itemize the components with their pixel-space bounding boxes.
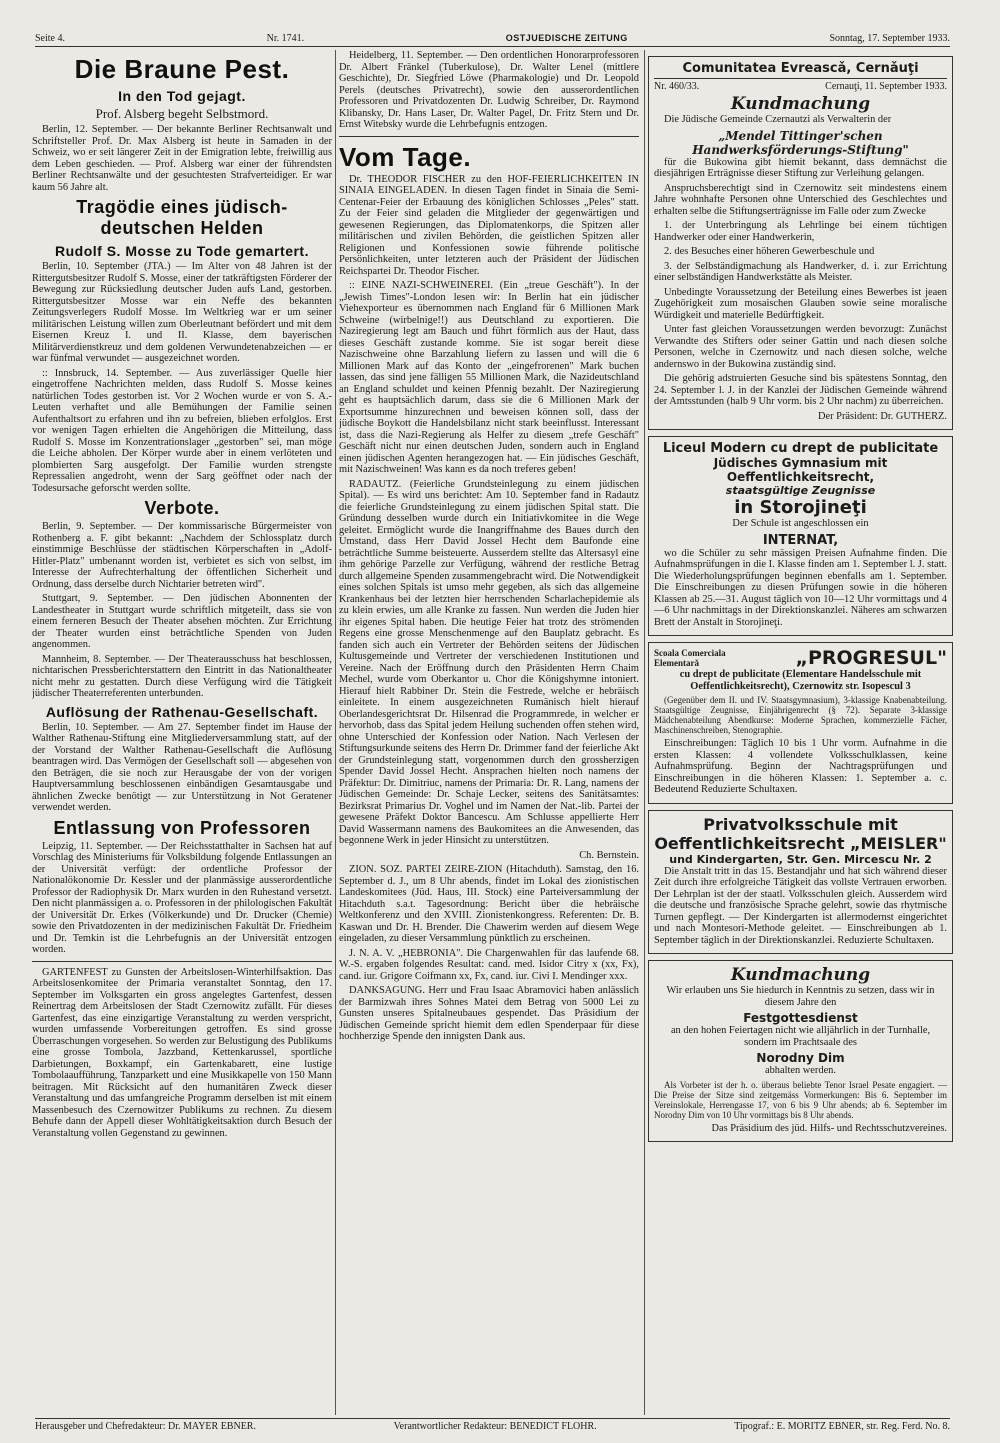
ad-paragraph: an den hohen Feiertagen nicht wie alljährlich in der Turnhalle, sondern im Prachtsaale des bbox=[670, 1025, 931, 1048]
ad-title: INTERNAT, bbox=[762, 532, 839, 548]
article-paragraph: RADAUTZ. (Feierliche Grundsteinlegung zu einem jüdischen Spital). — Es wird uns berichtet: Am 10. September fand in Radautz die feierliche Grundsteinlegung zu einem jüdischen Spital statt. Die Gründung desselben wurde durch ein Initiativkomitee in die Wege geleitet. Ermöglicht wurde die Inangriffnahme des Baues durch den Umstand, dass Herr David Jossel Hecht dem Baufonde eine beträchtliche Summe beisteuerte. Ausserdem stellte das Altersasyl eine ihm gehörige Parzelle zur Verfügung, während der restliche Betrag durch allgemeine Spenden zusammengebracht wird. Die Notwendigkeit eines solchen Spitals ist umso mehr gegeben, als sich das allgemeine Krankenhaus bei der letzten hier herrschenden Scharlachepidemie als zu klein erwies, um alle Kranke zu fassen. Nun werden die Juden hier ihr eigenes Spital haben. Die heutige Feier hat trotz des strömenden Regens eine grosse Menschenmenge auf den Bauplatz gebracht. Es fanden sich auch ein Vertreter der Behörden seitens der Jüdischen Kultusgemeinde und Vertreter der verschiedenen Institutionen und Vereine. Nach der Eröffnung durch den Präsidenten Herrn Chaim Mechel, wurde vom Oberkantor u. Chor die Königshymne intoniert. Hierauf hielt Rabbiner Dr. Stein die Festrede, welche er hebräisch einleitete. In einem ausgezeichneten Rumänisch hielt hierauf Oberlandesgerichtsrat Dr. Hilsenrad die Programmrede, in welcher er hervorhob, dass das Spital jedem Heilung suchenden offen stehen wird, ohne Unterschied der Konfession oder Nation. Nach Verlesen der Stiftungsurkunde seitens des Herrn Dr. Drimmer fand der feierliche Akt der Grundsteinlegung statt, vorgenommen durch den grossherzigen Spender David Jossel Hecht. Ansprachen hielten noch namens der Präfektur: Dr. Dimitriuc, namens der Primaria: Dr. R. Lang, namens der Jüdischen Gemeinde: Dr. Schaje Lecker, seitens des Sanitätsamtes: Bezirksrat Primarius Dr. Voghel und im Namen der Nat.-lib. Partei der gewesene Präfekt Doktor Bancescu. Am Schlusse appellierte Herr David Wassermann namens des Baukomitees an die Anwesenden, das begonnene Werk in jeder Hinsicht zu unterstützen. bbox=[339, 478, 639, 846]
ad-paragraph: Unbedingte Voraussetzung der Beteilung eines Bewerbes ist jeaen Zugehörigkeit zum mosaischen Glauben sowie seine moralische Würdigkeit und materielle Bedürftigkeit. bbox=[654, 286, 947, 321]
column-right bbox=[648, 50, 953, 1415]
ad-progresul bbox=[648, 642, 953, 804]
ad-ref-line bbox=[654, 81, 947, 92]
ad-title: staatsgültige Zeugnisse bbox=[725, 484, 876, 497]
ad-festgottesdienst bbox=[648, 960, 953, 1142]
ad-paragraph: Der Schule ist angeschlossen ein bbox=[732, 518, 869, 529]
ad-list-item: 3. der Selbständigmachung als Handwerker, d. i. zur Errichtung einer selbständigen Handwerkstätte als Meister. bbox=[654, 260, 947, 283]
ad-paragraph: Einschreibungen: Täglich 10 bis 1 Uhr vorm. Aufnahme in die ersten Klassen: 4 vollendete Volksschulklassen, keine Aufnahmsprüfung. Beginn der Nachtragsprüfungen und Einschreibungen in die höheren Klassen: 1. September a. c. Bedeutend Reduzierte Schultaxen. bbox=[654, 738, 947, 795]
article-paragraph: Berlin, 10. September. — Am 27. September findet im Hause der Walther Rathenau-Stiftung eine Mitgliederversammlung statt, auf der der Vorstand der Walther Rathenau-Gesellschaft die Auflösung beantragen wird. Das Vermögen der Gesellschaft soll — abgesehen von den Beträgen, die sie noch zur Herausgabe der von der vorigen Hauptversammlung beschlossenen einbändigen Gesamtausgabe und ähnlichen Zwecke benötigt — zur Unterstützung in Not Geratener verwendet werden. bbox=[32, 721, 332, 813]
ad-title: Norodny Dim bbox=[756, 1051, 845, 1065]
ad-ref-number: Nr. 460/33. bbox=[654, 81, 700, 92]
subheadline-alsberg: Prof. Alsberg begeht Selbstmord. bbox=[95, 106, 269, 121]
ad-paragraph: für die Bukowina gibt hiemit bekannt, dass demnächst die diesjährigen Erträgnisse dieser Stiftung zur Verleihung gelangen. bbox=[654, 156, 947, 179]
ad-meisler bbox=[648, 810, 953, 955]
ad-title: „PROGRESUL" bbox=[795, 647, 947, 669]
column-middle bbox=[339, 50, 639, 1415]
ad-kundmachung-gemeinde bbox=[648, 56, 953, 430]
page-footer bbox=[35, 1418, 950, 1435]
column-divider bbox=[335, 50, 336, 1415]
divider bbox=[32, 961, 332, 962]
article-signature: Ch. Bernstein. bbox=[579, 849, 639, 861]
ad-paragraph: cu drept de publicitate (Elementare Handelsschule mit Oeffentlichkeitsrecht), Czernowitz str. Isopescul 3 bbox=[679, 669, 922, 692]
ad-list-item: 1. der Unterbringung als Lehrlinge bei einem tüchtigen Handwerker oder einer Handwerkerin, bbox=[654, 220, 947, 243]
article-paragraph: Heidelberg, 11. September. — Den ordentlichen Honorarprofessoren Dr. Albert Fränkel (Tuberkulose), Dr. Walter Lenel (mittlere Geschichte), Dr. Siegfried Löwe (Pharmakologie) und Dr. Leopold Perels (deutsches Privatrecht), sowie den ausserordentlichen Professoren und Privatdozenten Dr. Ludwig Schreiber, Dr. Raymond Klibansky, Dr. Hans Laser, Dr. Walter Pagel, Dr. Fritz Stern und Dr. Ernst Witebsky wurde die Lehrbefugnis entzogen. bbox=[339, 50, 639, 130]
footer-printer: Tipograf.: E. MORITZ EBNER, str. Reg. Ferd. No. 8. bbox=[734, 1421, 950, 1432]
newspaper-name: OSTJUEDISCHE ZEITUNG bbox=[505, 33, 628, 43]
ad-title: Festgottesdienst bbox=[743, 1011, 858, 1025]
ad-heading: Kundmachung bbox=[730, 965, 871, 985]
ad-title: Jüdisches Gymnasium mit Oeffentlichkeitsrecht, bbox=[713, 456, 888, 484]
issue-number: Nr. 1741. bbox=[266, 32, 305, 44]
article-paragraph: ZION. SOZ. PARTEI ZEIRE-ZION (Hitachduth). Samstag, den 16. September d. J., um 8 Uhr abends, findet im Lokal des zionistischen Landeskomitees (Jüd. Haus, III. Stock) eine Parteiversammlung der Hitachduth s.a.t. Tagesordnung: Bericht über die hebräische Weltkonferenz und den XVIII. Zionistenkongress. Referenten: Dr. B. Kaswan und Dr. H. Brender. Die Chawerim werden auf diesem Wege eingeladen, zu dieser Versammlung pünktlich zu erscheinen. bbox=[339, 864, 639, 944]
ad-signature: Das Präsidium des jüd. Hilfs- und Rechtsschutzvereines. bbox=[711, 1122, 947, 1134]
article-paragraph: GARTENFEST zu Gunsten der Arbeitslosen-Winterhilfsaktion. Das Arbeitslosenkomitee der Primaria veranstaltet Sonntag, den 17. September im Volksgarten ein gross angelegtes Gartenfest, dessen Reinertrag dem Arbeitslosen der Stadt Czernowitz zufällt. Für dieses Gartenfest, das eine einzigartige Veranstaltung zu werden verspricht, wurden umfassende Vorbereitungen getroffen. Es sind grosse Überraschungen vorgesehen. So werden zur Belustigung des Publikums eine grosse Tombola, Jazzband, Kettenkarussel, sportliche Darbietungen, Boxkampf, ein Gartenkabarett, eine lustige Tombolaaufführung, Tanzparkett und eine Musikkapelle von 150 Mann beitragen. Mit Rücksicht auf den humanitären Zweck dieser Veranstaltung und das umfangreiche Programm derselben ist mit einem Massenbesuch des Czernowitzer Publikums zu rechnen. Zu diesem Behufe dann der Appell dieser Wohltätigkeitsaktion durch Besuch der Veranstaltung vollen Gegenstand zu gewinnen. bbox=[32, 966, 332, 1139]
ad-paragraph: Wir erlauben uns Sie hiedurch in Kenntnis zu setzen, dass wir in diesem Jahre den bbox=[666, 985, 935, 1008]
column-left bbox=[32, 50, 332, 1415]
issue-date: Sonntag, 17. September 1933. bbox=[829, 32, 950, 44]
ad-signature: Der Präsident: Dr. GUTHERZ. bbox=[818, 410, 947, 422]
ad-heading: Kundmachung bbox=[730, 94, 871, 114]
subheadline-mosse: Rudolf S. Mosse zu Tode gemartert. bbox=[55, 243, 309, 259]
ad-title: in Storojineţi bbox=[734, 497, 867, 518]
ad-title: Privatvolksschule mit Oeffentlichkeitsrecht „MEISLER" bbox=[654, 814, 947, 853]
article-paragraph: Dr. THEODOR FISCHER zu den HOF-FEIERLICHKEITEN IN SINAIA EINGELADEN. In diesen Tagen findet in Sinaia die Semi-Centenar-Feier der Erbauung des königlichen Schlosses „Peles" statt. Zu der Feier sind geladen die Mitglieder der gegenwärtigen und gewesenen Regierungen, das Diplomatenkorps, die Spitzen aller militärischen und zivilen Behörden, die geistlichen Spitzen aller Religionen und Konfessionen sowie führende politische Persönlichkeiten, unter letzteren auch der Präsident der Jüdischen Reichspartei Dr. Theodor Fischer. bbox=[339, 173, 639, 277]
ad-community-title: Comunitatea Evreascǎ, Cernǎuţi bbox=[654, 61, 947, 79]
ad-title: und Kindergarten, Str. Gen. Mircescu Nr. 2 bbox=[669, 852, 932, 866]
article-paragraph: :: EINE NAZI-SCHWEINEREI. (Ein „treue Geschäft"). In der „Jewish Times"-London lesen wir: In Berlin hat ein jüdischer Viehexporteur es übernommen nach England für 6 Millionen Mark Schweine (wirbelnige!!) aus Deutschland zu exportieren. Die Naziregierung legt am Bauch und führt förmlich aus der Haut, dass dieses Geschäft zustande komme. Sie ist sogar bereit diese Nazischweine ohne Barzahlung liefern zu lassen und will die 6 Millionen Mark auf das Konto der „eingefrorenen" Mark buchen lassen, das sind jene fälligen 55 Millionen Mark, die Nazideutschland an England schuldet und keinen Pfennig bezahlt. Der Naziregierung geht es hauptsächlich darum, dass sie die 6 Millionen Mark der Exportsumme hinzurechnen und beweisen können soll, dass der jüdische Boykott die Handelsbilanz nicht stark beeinflusst. Interessant ist, dass die Nazi-Regierung als Helfer zu diesem „trefe Geschäft" Geschäft nicht nur einen deutschen Juden, sondern auch in England einen jüdischen Agenten herangezogen hat. — Ein jüdisches Geschäft, mit Nazischweinen! Was kann es da noch treferes geben! bbox=[339, 280, 639, 475]
ad-title: Liceul Modern cu drept de publicitate bbox=[662, 441, 939, 456]
ad-paragraph: (Gegenüber dem II. und IV. Staatsgymnasium), 3-klassige Knabenabteilung. Staatsgültige Zeugnisse, Einjährigenrecht (§ 72). Separate 3-klassige Mädchenabteilung Abendkurse: Moderne Sprachen, kommerzielle Fächer, Maschinenschreiben, Stenographie. bbox=[654, 695, 947, 735]
subheadline: In den Tod gejagt. bbox=[118, 88, 246, 104]
ad-paragraph: Die Anstalt tritt in das 15. Bestandjahr und hat sich während dieser Zeit durch ihre erfolgreiche Tätigkeit das vollste Vertrauen erworben. Der Lehrplan ist der der staatl. Volksschulen gleich. Ausserdem wird die deutsche und französische Sprache gelehrt, sowie das rhytmische Turnen gepflegt. — Der Kindergarten ist allermodernst eingerichtet und nach Montesori-Methode geleitet. — Einschreibungen ab 1. September täglich in der Direktionskanzlei. Reduzierte Schultaxen. bbox=[654, 865, 947, 946]
headline-vom-tage: Vom Tage. bbox=[339, 141, 472, 172]
headline-entlassung: Entlassung von Professoren bbox=[53, 817, 311, 838]
footer-editor: Verantwortlicher Redakteur: BENEDICT FLOHR. bbox=[393, 1421, 597, 1432]
article-paragraph: :: Innsbruck, 14. September. — Aus zuverlässiger Quelle hier eingetroffene Nachrichten melden, dass Rudolf S. Mosse keines natürlichen Todes gestorben ist. Vor 2 Wochen wurde er von S. A.-Leuten verhaftet und alle Bemühungen der Familie seinen Aufenthaltsort zu erfahren und ihn zu befreien, blieben erfolglos. Erst vor wenigen Tagen erhielten die Angehörigen die Mitteilung, dass Rudolf S. Mosse im Konzentrationslager „gestorben" sei, man möge die Leiche abholen. Der Körper wurde aber in einem verlöteten und plombierten Sarg ausgefolgt. Der Familie wurden strengste Repressalien angedroht, wenn der Sarg geöffnet oder nach der Todesursache geforscht werden sollte. bbox=[32, 367, 332, 494]
footer-publisher: Herausgeber und Chefredakteur: Dr. MAYER EBNER. bbox=[35, 1421, 256, 1432]
ad-gymnasium bbox=[648, 436, 953, 636]
ad-paragraph: Unter fast gleichen Voraussetzungen werden bevorzugt: Zunächst Verwandte des Stifters oder seiner Gattin und nach diesen solche Personen, welche in Czernowitz und nach diesen solche, welche andernswo in der Bukowina zuständig sind. bbox=[654, 324, 947, 370]
headline-verbote: Verbote. bbox=[144, 498, 220, 518]
ad-list-item: 2. des Besuches einer höheren Gewerbeschule und bbox=[664, 246, 875, 257]
ad-paragraph: Anspruchsberechtigt sind in Czernowitz seit mindestens einem Jahre wohnhafte Personen ohne Unterschied des Geschlechtes und erhalten selbe die Stiftungserträgnisse im Falle oder zum Zwecke bbox=[654, 182, 947, 217]
headline-rathenau: Auflösung der Rathenau-Gesellschaft. bbox=[45, 703, 319, 720]
headline-braune-pest: Die Braune Pest. bbox=[74, 54, 290, 84]
article-paragraph: Leipzig, 11. September. — Der Reichsstatthalter in Sachsen hat auf Vorschlag des Ministeriums für Volksbildung folgende Entlassungen an der Universität verfügt: der ordentliche Professor der Nationalökonomie Dr. Kessler und der planmässige ausserordentliche Professor der Radiophysik Dr. Marx wurden in den Ruhestand versetzt. Den nicht planmässigen a. o. Professoren in der philologischen Fakultät der Universität Dr. Erkes (Völkerkunde) und Dr. Drucker (Chemie) sowie den Privatdozenten in der medizinischen Fakultät Dr. Friedheim und Dr. Temkin ist die Lehrbefugnis an der Universität entzogen worden. bbox=[32, 840, 332, 955]
article-paragraph: Berlin, 10. September (JTA.) — Im Alter von 48 Jahren ist der Rittergutsbesitzer Rudolf S. Mosse, einer der tatkräftigsten Förderer der Bewegung zur Rücksiedlung deutscher Juden aufs Land, gestorben. Rittergutsbesitzer Mosse war ein Neffe des bekannten Zeitungsverlegers Rudolf Mosse. Im Weltkrieg war er um seiner militärischen Leistung willen zum Oberleutnant befördert und mit dem Eisernen Kreuz I. und II. Klasse, dem bayerischen Militärverdienstkreuz und dem goldenen Verwundetenabzeichen — er war fünfmal verwundet — ausgezeichnet worden. bbox=[32, 261, 332, 364]
article-paragraph: J. N. A. V. „HEBRONIA". Die Chargenwahlen für das laufende 68. W.-S. ergaben folgendes Resultat: cand. med. Isidor Citry x (xx, Fx), cand. iur. Grigore Coifmann xx, Fx, cand. iur. Civi I. Mendinger xxx. bbox=[339, 947, 639, 982]
ad-title-row bbox=[654, 647, 947, 669]
ad-paragraph: Die Jüdische Gemeinde Czernautzi als Verwalterin der bbox=[664, 114, 892, 125]
article-paragraph: Berlin, 12. September. — Der bekannte Berliner Rechtsanwalt und Schriftsteller Prof. Dr. Max Alsberg ist heute in Samaden in der Schweiz, wo er seit längerer Zeit in der Emigration lebte, freiwillig aus dem Leben geschieden. — Prof. Alsberg war einer der führendsten Berliner Rechtsanwälte und der gesuchtesten Strafverteidiger. Er war kaum 56 Jahre alt. bbox=[32, 124, 332, 193]
ad-paragraph: Die gehörig adstruierten Gesuche sind bis spätestens Sonntag, den 24. September l. J. in der Kanzlei der Jüdischen Gemeinde während der Amtsstunden (halb 9 Uhr vorm. bis 2 Uhr nachm) zu überreichen. bbox=[654, 373, 947, 407]
article-paragraph: Stuttgart, 9. September. — Den jüdischen Abonnenten der Landestheater in Stuttgart wurde schriftlich mitgeteilt, dass sie von einem ferneren Besuch der Theater absehen möchten. Zur Errichtung der Theater wurden einst beträchtliche Spenden von Juden angenommen. bbox=[32, 593, 332, 650]
article-paragraph: Berlin, 9. September. — Der kommissarische Bürgermeister von Rothenberg a. F. gibt bekannt: „Nachdem der Schlossplatz durch einstimmige Beschlüsse der städtischen Körperschaften in „Adolf-Hitler-Platz" umbenannt worden ist, verbietet es sich von selbst, im Interesse der Aufrechterhaltung der öffentlichen Sicherheit und Ordnung, dass derselbe durch Nichtarier betreten wird". bbox=[32, 521, 332, 590]
ad-paragraph: Als Vorbeter ist der h. o. überaus beliebte Tenor Israel Pesate engagiert. — Die Preise der Sitze sind zeitgemäss Vormerkungen: Bis 6. September im Vereinslokale, Herrengasse 17, von 6 bis 9 Uhr abends; ab 6. September im Norodny Dim von 10 Uhr vormittags bis 8 Uhr abends. bbox=[654, 1079, 947, 1120]
divider bbox=[339, 136, 639, 137]
ad-title: Scoala Comerciala Elementarǎ bbox=[654, 648, 726, 668]
column-divider bbox=[644, 50, 645, 1415]
page-header bbox=[35, 30, 950, 47]
ad-paragraph: wo die Schüler zu sehr mässigen Preisen Aufnahme finden. Die Aufnahmsprüfungen in die I. Klasse finden am 1. September l. J. statt. Die Wiederholungsprüfungen beginnen ebenfalls am 1. September. Die Einschreibungen zu diesen Prüfungen sowie in die höheren Klassen ab 25.—31. August täglich von 10—12 Uhr vormittags und 4—6 Uhr nachmittags in der Direktionskanzlei. Näheres am schwarzen Brett der Anstalt in Storojineţi. bbox=[654, 547, 947, 628]
ad-paragraph: abhalten werden. bbox=[765, 1065, 836, 1076]
page-number: Seite 4. bbox=[35, 32, 65, 44]
article-paragraph: DANKSAGUNG. Herr und Frau Isaac Abramovici haben anlässlich der Barmizwah ihres Sohnes Matei dem Betrag von 5000 Lei zu Gunsten unseres Spitalneubaues gespendet. Das Präsidium der Jüdischen Gemeinde spricht hiemit dem edlen Spenderpaar für diese hochherzige Spende den innigsten Dank aus. bbox=[339, 985, 639, 1042]
ad-ref-date: Cernauţi, 11. September 1933. bbox=[825, 81, 947, 92]
ad-foundation-name: „Mendel Tittinger'schen Handwerksförderungs-Stiftung" bbox=[692, 128, 909, 157]
headline-tragoedie: Tragödie eines jüdisch-deutschen Helden bbox=[76, 197, 288, 238]
article-paragraph: Mannheim, 8. September. — Der Theaterausschuss hat beschlossen, nichtarischen Pressberichterstattern den Eintritt in das Nationaltheater nicht mehr zu gestatten. Durch diese Verfügung wird die Tätigkeit jüdischer Theaterreferenten unterbunden. bbox=[32, 653, 332, 699]
